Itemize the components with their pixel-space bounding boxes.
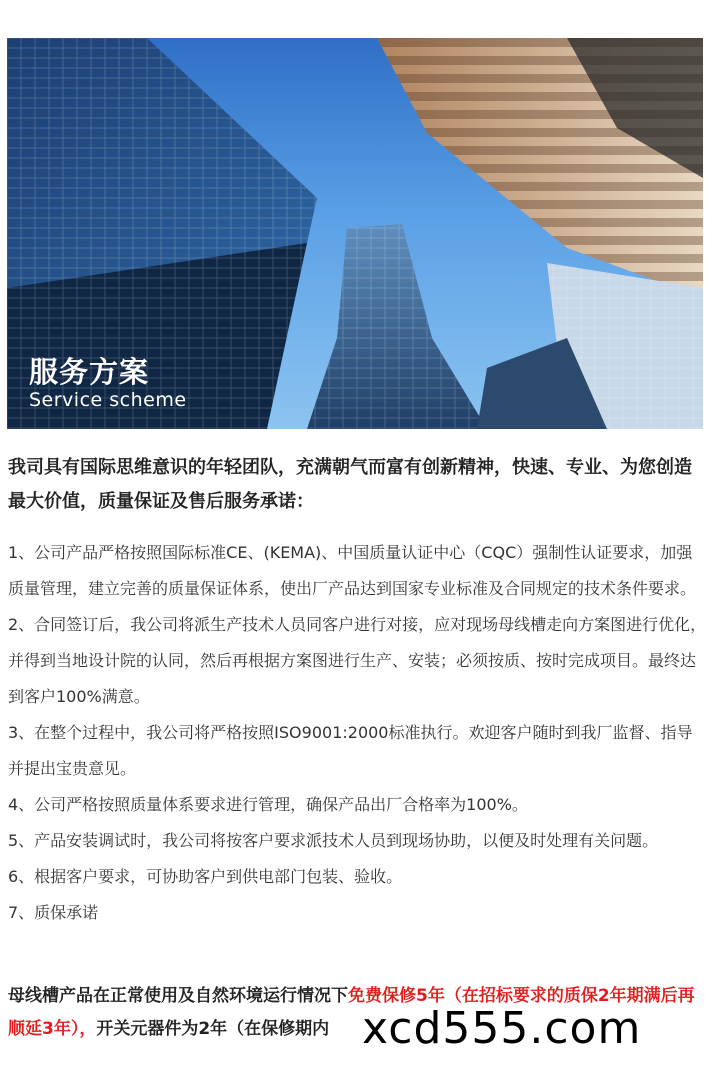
watermark: xcd555.com xyxy=(362,1003,642,1054)
intro-paragraph: 我司具有国际思维意识的年轻团队，充满朝气而富有创新精神，快速、专业、为您创造最大价值，质量保证及售后服务承诺： xyxy=(8,457,692,512)
warranty-highlight: 免费保修5年（在招标要求的质保2年期满后再顺延3年）， xyxy=(8,986,695,1039)
list-item: 4、公司严格按照质量体系要求进行管理，确保产品出厂合格率为100%。 xyxy=(8,795,528,814)
service-list xyxy=(8,535,708,931)
warranty-suffix: 开关元器件为2年（在保修期内 xyxy=(96,1019,330,1039)
list-item: 6、根据客户要求，可协助客户到供电部门包装、验收。 xyxy=(8,867,403,886)
list-item: 1、公司产品严格按照国际标准CE、(KEMA)、中国质量认证中心（CQC）强制性认证要求，加强质量管理，建立完善的质量保证体系，使出厂产品达到国家专业标准及合同规定的技术条件要求。 xyxy=(8,543,697,598)
list-item: 5、产品安装调试时，我公司将按客户要求派技术人员到现场协助，以便及时处理有关问题。 xyxy=(8,831,659,850)
list-item: 2、合同签订后，我公司将派生产技术人员同客户进行对接，应对现场母线槽走向方案图进行优化，并得到当地设计院的认同，然后再根据方案图进行生产、安装；必须按质、按时完成项目。最终达到客户100%满意。 xyxy=(8,615,707,706)
warranty-prefix: 母线槽产品在正常使用及自然环境运行情况下 xyxy=(8,986,348,1006)
list-item: 7、质保承诺 xyxy=(8,903,99,922)
hero-banner xyxy=(7,38,703,429)
hero-subtitle: Service scheme xyxy=(29,389,187,411)
hero-title: 服务方案 xyxy=(29,355,150,389)
list-item: 3、在整个过程中，我公司将严格按照ISO9001:2000标准执行。欢迎客户随时到我厂监督、指导并提出宝贵意见。 xyxy=(8,723,693,778)
